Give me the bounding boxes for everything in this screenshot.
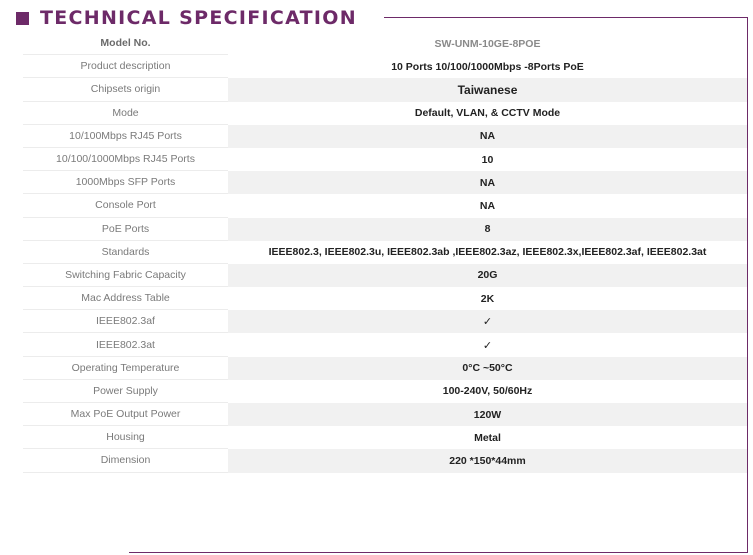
spec-label: Mac Address Table xyxy=(23,287,228,310)
spec-value: Default, VLAN, & CCTV Mode xyxy=(414,107,561,120)
spec-row xyxy=(23,241,747,264)
spec-label: IEEE802.3at xyxy=(23,333,228,356)
spec-value: NA xyxy=(228,171,747,194)
spec-label: 10/100/1000Mbps RJ45 Ports xyxy=(23,148,228,171)
spec-row xyxy=(23,102,747,125)
checkmark-icon: ✓ xyxy=(482,339,493,352)
spec-label: Housing xyxy=(23,426,228,449)
spec-row xyxy=(23,333,747,356)
spec-label: Switching Fabric Capacity xyxy=(23,264,228,287)
spec-table xyxy=(23,32,747,473)
spec-label: IEEE802.3af xyxy=(23,310,228,333)
spec-value: IEEE802.3, IEEE802.3u, IEEE802.3ab ,IEEE802.3az, IEEE802.3x,IEEE802.3af, IEEE802.3at xyxy=(268,246,707,259)
spec-row xyxy=(23,148,747,171)
spec-row xyxy=(23,194,747,217)
spec-label: 10/100Mbps RJ45 Ports xyxy=(23,125,228,148)
spec-value: 100-240V, 50/60Hz xyxy=(442,385,533,398)
spec-row xyxy=(23,380,747,403)
spec-row xyxy=(23,449,747,472)
spec-value: 10 Ports 10/100/1000Mbps -8Ports PoE xyxy=(391,60,584,73)
spec-row xyxy=(23,218,747,241)
spec-label: Console Port xyxy=(23,194,228,217)
spec-row xyxy=(23,171,747,194)
spec-row xyxy=(23,264,747,287)
spec-value: 8 xyxy=(228,218,747,241)
spec-value: 120W xyxy=(228,403,747,426)
spec-row xyxy=(23,403,747,426)
section-heading xyxy=(16,7,357,29)
spec-label: Standards xyxy=(23,241,228,264)
spec-row xyxy=(23,55,747,78)
spec-row xyxy=(23,310,747,333)
checkmark-icon: ✓ xyxy=(228,310,747,333)
spec-row-model xyxy=(23,32,747,55)
spec-row xyxy=(23,287,747,310)
spec-label: 1000Mbps SFP Ports xyxy=(23,171,228,194)
spec-row xyxy=(23,357,747,380)
spec-value: Taiwanese xyxy=(228,78,747,101)
spec-row xyxy=(23,78,747,101)
spec-value: 2K xyxy=(480,292,495,305)
spec-label: Max PoE Output Power xyxy=(23,403,228,426)
frame-right-rule xyxy=(747,17,748,553)
section-title: TECHNICAL SPECIFICATION xyxy=(40,7,357,29)
spec-label: Operating Temperature xyxy=(23,357,228,380)
spec-value: 20G xyxy=(228,264,747,287)
spec-value: 0°C ~50°C xyxy=(228,357,747,380)
spec-value: NA xyxy=(479,199,496,212)
spec-value: SW-UNM-10GE-8POE xyxy=(434,37,541,50)
frame-bottom-rule xyxy=(129,552,748,553)
spec-value: Metal xyxy=(474,431,501,444)
spec-label: PoE Ports xyxy=(23,218,228,241)
spec-value: 10 xyxy=(481,153,494,166)
spec-label: Dimension xyxy=(23,449,228,472)
spec-label: Chipsets origin xyxy=(23,78,228,101)
spec-label: Mode xyxy=(23,102,228,125)
spec-value: NA xyxy=(228,125,747,148)
heading-square-bullet xyxy=(16,12,29,25)
spec-row xyxy=(23,426,747,449)
spec-label: Product description xyxy=(23,55,228,78)
spec-label: Power Supply xyxy=(23,380,228,403)
frame-top-rule xyxy=(384,17,747,18)
spec-row xyxy=(23,125,747,148)
spec-label: Model No. xyxy=(23,32,228,55)
spec-value: 220 *150*44mm xyxy=(228,449,747,472)
